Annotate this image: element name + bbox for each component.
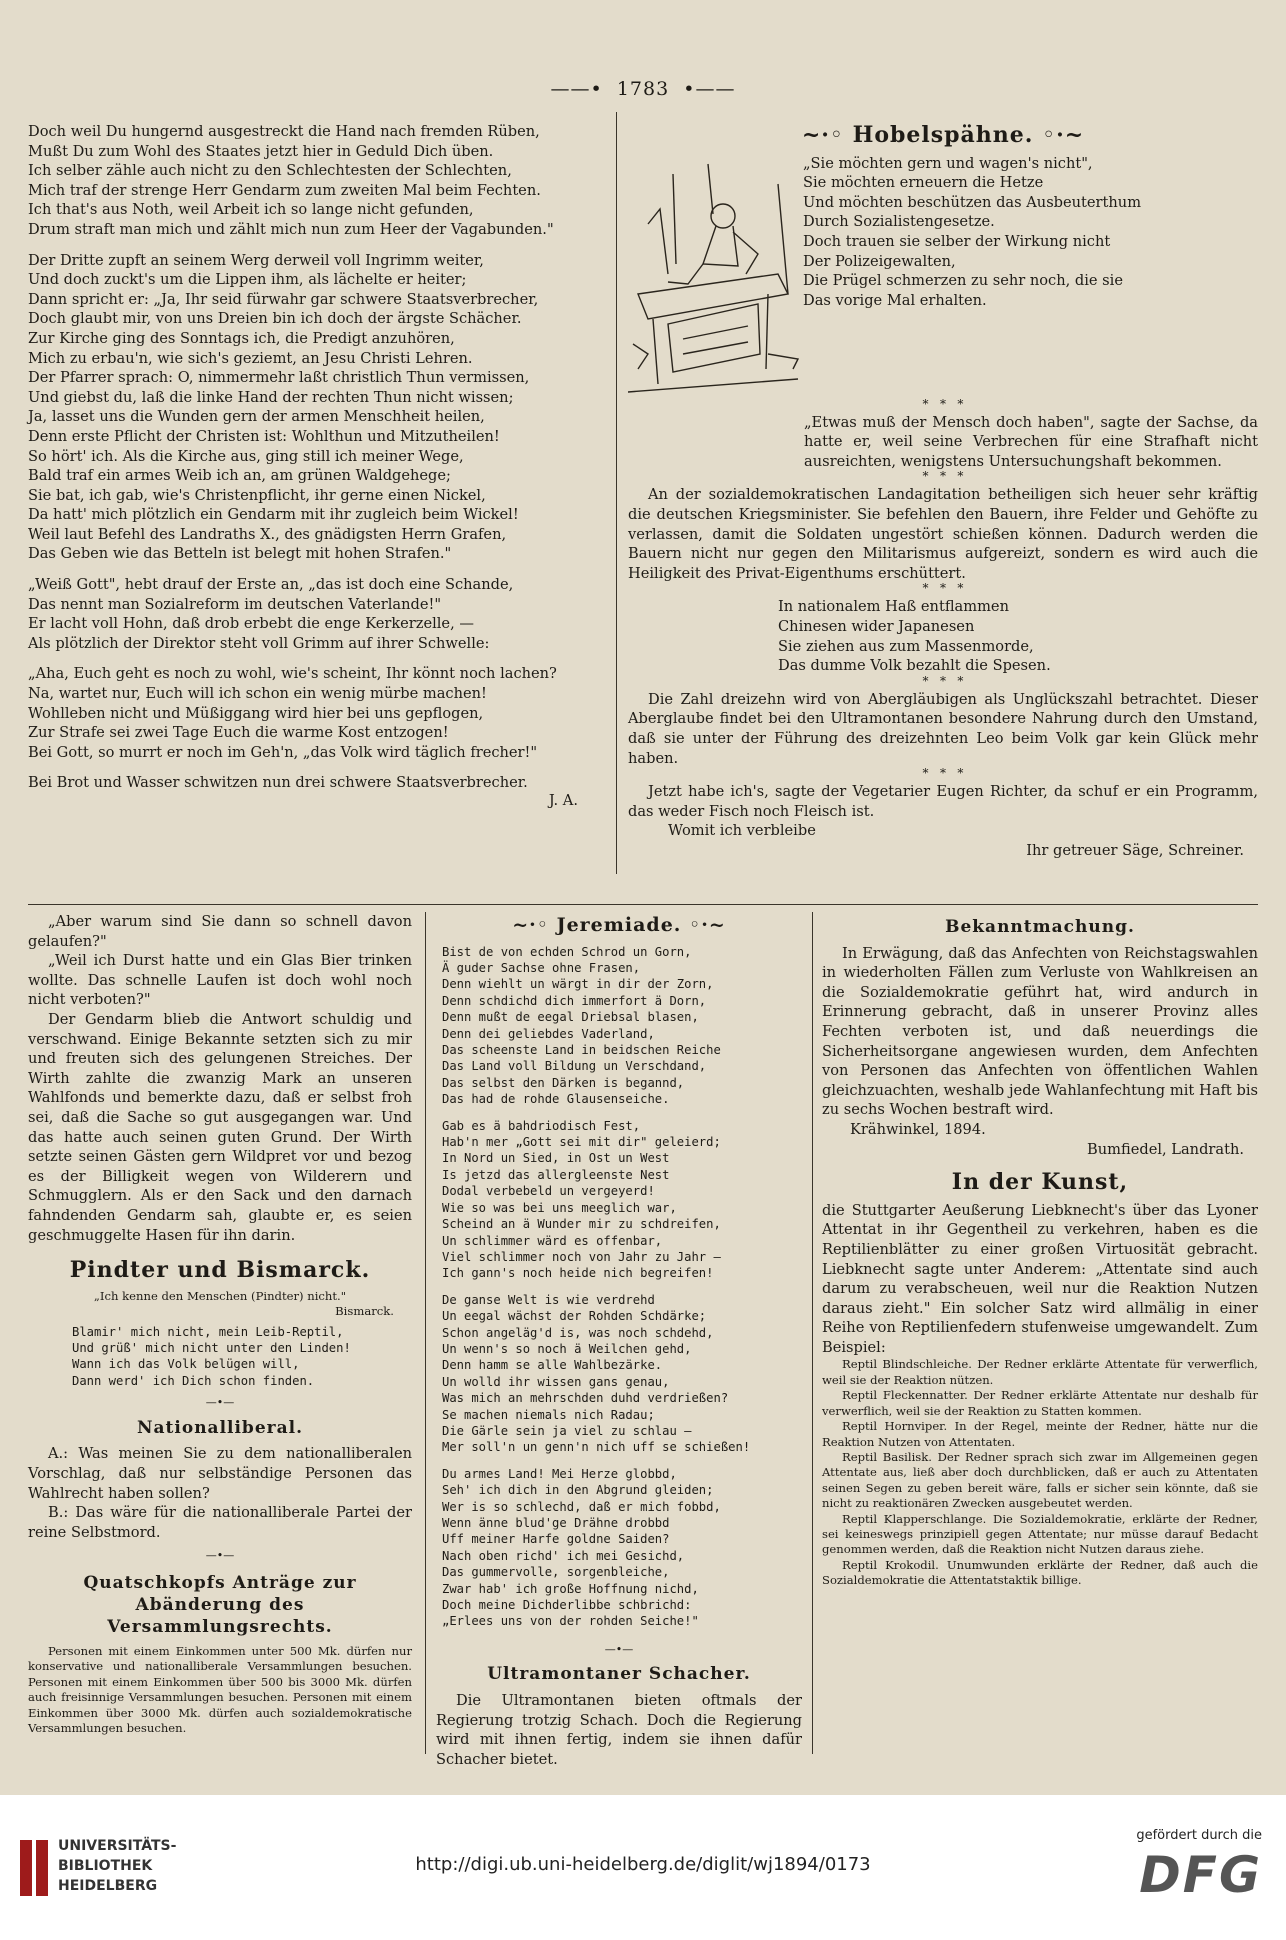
verse-line: Und grüß' mich nicht unter den Linden! xyxy=(72,1340,351,1355)
verse-line: Denn wiehlt un wärgt in dir der Zorn, xyxy=(442,977,714,992)
carpenter-illustration xyxy=(628,154,803,399)
verse-line: Un schlimmer wärd es offenbar, xyxy=(442,1233,663,1248)
verse-line: Nach oben richd' ich mei Gesichd, xyxy=(442,1548,685,1563)
verse-line: „Aha, Euch geht es noch zu wohl, wie's scheint, Ihr könnt noch lachen? xyxy=(28,665,557,683)
jeremiade-stanza xyxy=(442,944,802,1108)
verse-line: Dann werd' ich Dich schon finden. xyxy=(72,1373,315,1388)
verse-line: Wer is so schlechd, daß er mich fobbd, xyxy=(442,1499,721,1514)
poem-prisoners xyxy=(28,122,598,811)
verse-line: Ich selber zähle auch nicht zu den Schlechtesten der Schlechten, xyxy=(28,162,512,180)
verse-line: Gab es ä bahdriodisch Fest, xyxy=(442,1118,641,1133)
verse-line: Dann spricht er: „Ja, Ihr seid fürwahr gar schwere Staatsverbrecher, xyxy=(28,290,539,308)
asterism: * * * xyxy=(922,766,964,781)
hobel-signature: Ihr getreuer Säge, Schreiner. xyxy=(1026,841,1244,859)
reptile-entry: Reptil Klapperschlange. Die Sozialdemokratie, erklärte der Redner, sei keineswegs prinzipiell gegen Attentate; nur müsse darauf Bedacht genommen werden, daß die Reaktion nicht Nutzen daraus ziehe. xyxy=(822,1511,1258,1557)
pindter-author: Bismarck. xyxy=(335,1304,394,1319)
verse-line: Das had de rohde Glausenseiche. xyxy=(442,1092,670,1107)
poem-body xyxy=(28,122,598,793)
hobelspaehne-title: ~·◦ Hobelspähne. ◦·~ xyxy=(801,122,1085,148)
verse-line: Denn mußt de eegal Driebsal blasen, xyxy=(442,1010,699,1025)
verse-line: Viel schlimmer noch von Jahr zu Jahr — xyxy=(442,1249,721,1264)
verse-line: Scheind an ä Wunder mir zu schdreifen, xyxy=(442,1217,721,1232)
verse-line: Mer soll'n un genn'n nich uff se schießen! xyxy=(442,1440,751,1455)
verse-line: Das scheenste Land in beidschen Reiche xyxy=(442,1043,721,1058)
verse-line: Und doch zuckt's um die Lippen ihm, als lächelte er heiter; xyxy=(28,271,467,289)
column-right xyxy=(822,912,1258,1589)
verse-line: „Weiß Gott", hebt drauf der Erste an, „das ist doch eine Schande, xyxy=(28,576,514,594)
kunst-text: die Stuttgarter Aeußerung Liebknecht's über das Lyoner Attentat in ihr Gegentheil zu verkehren, haben es die Reptilienblätter zu einer großen Virtuosität gebracht. Liebknecht sagte unter Anderem: „Attentate sind auch darum zu verabscheuen, weil nur die Reaktion Nutzen daraus zieht." Ein solcher Satz wird allmälig in einer Reihe von Reptilienfedern stufenweise umgewandelt. Zum Beispiel: xyxy=(822,1201,1258,1356)
verse-line: Ja, lasset uns die Wunden gern der armen Menschheit heilen, xyxy=(28,408,485,426)
hobel-para2: An der sozialdemokratischen Landagitation betheiligen sich heuer sehr kräftig die deutschen Kriegsminister. Sie befehlen den Bauern, ihre Felder und Gehöfte zu verlassen, damit die Soldaten ungestört schießen können. Dadurch werden die Bauern nicht nur gegen den Militarismus aufgereizt, sondern es wird auch die Heiligkeit des Privat-Eigenthums erschüttert. xyxy=(628,486,1258,582)
verse-line: Un wolld ihr wissen gans genau, xyxy=(442,1374,670,1389)
verse-line: Wie so was bei uns meeglich war, xyxy=(442,1200,677,1215)
hobelspaehne-section xyxy=(628,122,1258,860)
asterism: * * * xyxy=(922,469,964,484)
verse-line: Wohlleben nicht und Müßiggang wird hier bei uns gepflogen, xyxy=(28,704,484,722)
verse-line: Zur Kirche ging des Sonntags ich, die Predigt anzuhören, xyxy=(28,329,455,347)
verse-line: Seh' ich dich in den Abgrund gleiden; xyxy=(442,1483,714,1498)
verse-line: Die Gärle sein ja viel zu schlau — xyxy=(442,1423,692,1438)
verse-line: Zwar hab' ich große Hoffnung nichd, xyxy=(442,1581,699,1596)
verse-line: Der Pfarrer sprach: O, nimmermehr laßt christlich Thun vermissen, xyxy=(28,369,530,387)
verse-line: Hab'n mer „Gott sei mit dir" geleierd; xyxy=(442,1135,721,1150)
logo-line: HEIDELBERG xyxy=(58,1878,158,1894)
jeremiade-stanza xyxy=(442,1118,802,1282)
logo-line: UNIVERSITÄTS- xyxy=(58,1838,177,1854)
natlib-title: Nationalliberal. xyxy=(136,1417,303,1438)
verse-line: Bist de von echden Schrod un Gorn, xyxy=(442,944,692,959)
verse-line: Die Prügel schmerzen zu sehr noch, die sie xyxy=(803,272,1123,290)
reptile-list xyxy=(822,1357,1258,1588)
verse-line: Wenn änne blud'ge Drähne drobbd xyxy=(442,1516,670,1530)
asterism: * * * xyxy=(922,673,964,688)
verse-line: Na, wartet nur, Euch will ich schon ein wenig mürbe machen! xyxy=(28,685,487,703)
column-left xyxy=(28,912,412,1736)
quatsch-title: Quatschkopfs Anträge zur Abänderung des Versammlungsrechts. xyxy=(83,1572,357,1637)
paragraph: „Aber warum sind Sie dann so schnell davon gelaufen?" xyxy=(28,913,412,950)
jeremiade-title: ~·◦ Jeremiade. ◦·~ xyxy=(512,914,726,936)
funded-by-text: gefördert durch die xyxy=(1136,1828,1262,1843)
verse-line: De ganse Welt is wie verdrehd xyxy=(442,1292,655,1307)
jeremiade-stanza xyxy=(442,1292,802,1456)
natlib-a: A.: Was meinen Sie zu dem nationalliberalen Vorschlag, daß nur selbständige Personen das Wahlrecht haben sollen? xyxy=(28,1445,412,1502)
kunst-title: In der Kunst, xyxy=(951,1169,1129,1196)
jeremiade-verses xyxy=(436,944,802,1630)
verse-line: Das nennt man Sozialreform im deutschen Vaterlande!" xyxy=(28,595,442,613)
verse-line: Durch Sozialistengesetze. xyxy=(803,213,995,231)
column-rule xyxy=(812,912,813,1754)
jeremiade-stanza xyxy=(442,1466,802,1630)
verse-line: Doch glaubt mir, von uns Dreien bin ich doch der ärgste Schächer. xyxy=(28,310,522,328)
verse-line: Und giebst du, laß die linke Hand der rechten Thun nicht wissen; xyxy=(28,388,514,406)
verse-line: Uff meiner Harfe goldne Saiden? xyxy=(442,1532,670,1547)
verse-line: Un eegal wächst der Rohden Schdärke; xyxy=(442,1309,707,1324)
verse-line: Mich traf der strenge Herr Gendarm zum zweiten Mal beim Fechten. xyxy=(28,181,541,199)
verse-line: Bald traf ein armes Weib ich an, am grünen Waldgehege; xyxy=(28,467,451,485)
separator: —•— xyxy=(205,1549,235,1563)
ornament-right: ◦·~ xyxy=(689,914,726,936)
ultra-title: Ultramontaner Schacher. xyxy=(487,1664,751,1685)
verse-line: Das Geben wie das Betteln ist belegt mit hohen Strafen." xyxy=(28,545,452,563)
verse-line: Mich zu erbau'n, wie sich's geziemt, an Jesu Christi Lehren. xyxy=(28,349,473,367)
verse-line: Als plötzlich der Direktor steht voll Grimm auf ihrer Schwelle: xyxy=(28,634,490,652)
verse-line: Er lacht voll Hohn, daß drob erbebt die enge Kerkerzelle, — xyxy=(28,615,474,633)
verse-line: Denn hamm se alle Wahlbezärke. xyxy=(442,1358,663,1373)
verse-line: Du armes Land! Mei Herze globbd, xyxy=(442,1466,677,1481)
column-rule xyxy=(616,112,617,874)
reptile-entry: Reptil Krokodil. Unumwunden erklärte der Redner, daß auch die Sozialdemokratie die Attentatstaktik billige. xyxy=(822,1557,1258,1588)
pindter-title: Pindter und Bismarck. xyxy=(69,1257,371,1284)
pindter-motto: „Ich kenne den Menschen (Pindter) nicht." xyxy=(93,1288,347,1303)
verse-line: So hört' ich. Als die Kirche aus, ging still ich meiner Wege, xyxy=(28,447,464,465)
verse-line: Das selbst den Därken is begannd, xyxy=(442,1075,685,1090)
horizontal-rule xyxy=(28,904,1258,905)
separator: —•— xyxy=(604,1642,634,1656)
verse-line: Wann ich das Volk belügen will, xyxy=(72,1357,300,1372)
asterism: * * * xyxy=(922,581,964,596)
verse-line: In nationalem Haß entflammen xyxy=(778,598,1009,616)
verse-line: Weil laut Befehl des Landraths X., des gnädigsten Herrn Grafen, xyxy=(28,525,507,543)
verse-line: Bei Brot und Wasser schwitzen nun drei schwere Staatsverbrecher. xyxy=(28,774,528,792)
verse-line: Drum straft man mich und zählt mich nun zum Heer der Vagabunden." xyxy=(28,220,554,238)
reptile-entry: Reptil Blindschleiche. Der Redner erklärte Attentate für verwerflich, weil sie der Reaktion nützen. xyxy=(822,1357,1258,1387)
verse-line: Und möchten beschützen das Ausbeuterthum xyxy=(803,193,1142,211)
bek-text: In Erwägung, daß das Anfechten von Reichstagswahlen in wiederholten Fällen zum Verluste von Wahlkreisen an die Sozialdemokratie geführt hat, wird andurch in Erinnerung gebracht, daß in unserer Provinz alles Fechten verboten ist, und daß neuerdings die Sicherheitsorgane angewiesen wurden, dem Anfechten von Personen das Anfechten von öffentlichen Wahlen gleichzuachten, weshalb jede Wahlanfechtung mit Haft bis zu sechs Wochen bestraft wird. xyxy=(822,944,1258,1119)
verse-line: In Nord un Sied, in Ost un West xyxy=(442,1151,670,1166)
reptile-entry: Reptil Basilisk. Der Redner sprach sich zwar im Allgemeinen gegen Attentate aus, ließ aber doch durchblicken, daß er auch zu Attentaten seinen Segen zu geben bereit wäre, falls er sicher sein könnte, daß sie nicht zu reaktionären Zwecken ausgebeutet werden. xyxy=(822,1449,1258,1511)
verse-line: Se machen niemals nich Radau; xyxy=(442,1407,655,1422)
verse-line: Schon angeläg'd is, was noch schdehd, xyxy=(442,1325,714,1340)
verse-line: Is jetzd das allergleenste Nest xyxy=(442,1167,670,1182)
hobel-closing: Womit ich verbleibe xyxy=(668,822,816,840)
bek-signature: Bumfiedel, Landrath. xyxy=(1087,1140,1244,1158)
verse-line: Das gummervolle, sorgenbleiche, xyxy=(442,1565,670,1580)
ultra-text: Die Ultramontanen bieten oftmals der Regierung trotzig Schach. Doch die Regierung wird mit ihnen fertig, indem sie ihnen dafür Schacher bietet. xyxy=(436,1692,802,1768)
quatsch-text: Personen mit einem Einkommen unter 500 Mk. dürfen nur konservative und nationalliberale Versammlungen besuchen. Personen mit einem Einkommen über 500 bis 3000 Mk. dürfen auch freisinnige Versammlungen besuchen. Personen mit einem Einkommen über 3000 Mk. dürfen auch sozialdemokratische Versammlungen besuchen. xyxy=(28,1643,412,1735)
verse-line: Der Dritte zupft an seinem Werg derweil voll Ingrimm weiter, xyxy=(28,251,484,269)
verse-line: Un wenn's so noch ä Weilchen gehd, xyxy=(442,1341,692,1356)
reptile-entry: Reptil Fleckennatter. Der Redner erklärte Attentate nur deshalb für verwerflich, weil sie der Reaktion zu Statten kommen. xyxy=(822,1388,1258,1418)
verse-line: Was mich an mehrschden duhd verdrießen? xyxy=(442,1391,729,1406)
verse-line: Doch weil Du hungernd ausgestreckt die Hand nach fremden Rüben, xyxy=(28,123,540,140)
logo-line: BIBLIOTHEK xyxy=(58,1858,153,1874)
bek-place: Krähwinkel, 1894. xyxy=(850,1120,986,1138)
ornament-left: ~·◦ xyxy=(801,122,844,148)
verse-line: Doch meine Dichderlibbe schbrichd: xyxy=(442,1598,692,1613)
verse-line: „Erlees uns von der rohden Seiche!" xyxy=(442,1614,699,1629)
verse-line: Ich gann's noch heide nich begreifen! xyxy=(442,1266,714,1281)
verse-line: Mußt Du zum Wohl des Staates jetzt hier in Geduld Dich üben. xyxy=(28,142,494,160)
verse-line: Ä guder Sachse ohne Frasen, xyxy=(442,961,641,975)
dfg-logo: DFG xyxy=(1139,1846,1262,1904)
hobel-verse2 xyxy=(628,597,1258,675)
asterism: * * * xyxy=(922,396,964,411)
reptile-entry: Reptil Hornviper. In der Regel, meinte der Redner, hätte nur die Reaktion Nutzen von Attentaten. xyxy=(822,1419,1258,1449)
verse-line: Das dumme Volk bezahlt die Spesen. xyxy=(778,657,1051,675)
bek-title: Bekanntmachung. xyxy=(945,917,1135,937)
verse-line: Chinesen wider Japanesen xyxy=(778,617,975,635)
verse-line: Denn schdichd dich immerfort ä Dorn, xyxy=(442,993,707,1008)
verse-line: Denn dei geliebdes Vaderland, xyxy=(442,1026,655,1041)
verse-line: Denn erste Pflicht der Christen ist: Wohlthun und Mitzutheilen! xyxy=(28,427,500,445)
ornament-left: ~·◦ xyxy=(512,914,549,936)
poem-signature: J. A. xyxy=(548,792,578,809)
natlib-b: B.: Das wäre für die nationalliberale Partei der reine Selbstmord. xyxy=(28,1504,412,1541)
verse-line: Sie möchten erneuern die Hetze xyxy=(803,174,1044,192)
verse-line: Blamir' mich nicht, mein Leib-Reptil, xyxy=(72,1324,344,1339)
paragraph: Der Gendarm blieb die Antwort schuldig und verschwand. Einige Bekannte setzten sich zu mir und freuten sich des gelungenen Streiches. Der Wirth zahlte die zwanzig Mark an unseren Wahlfonds und bemerkte dazu, daß er selbst froh sei, daß die Sache so gut ausgegangen war. Und das hatte auch seinen guten Grund. Der Wirth setzte seinen Gästen gern Wildpret vor und bezog es der Billigkeit wegen von Wilderern und Schmugglern. Als er den Sack und den darnach fahndenden Gendarm sah, glaubte er, es seien geschmuggelte Hasen für ihn darin. xyxy=(28,1010,412,1244)
ornament-right: ◦·~ xyxy=(1042,122,1085,148)
page-number: ——• 1783 •—— xyxy=(550,78,736,100)
hobel-para1: „Etwas muß der Mensch doch haben", sagte der Sachse, da hatte er, weil seine Verbrechen für eine Strafhaft nicht ausreichten, wenigstens Untersuchungshaft bekommen. xyxy=(804,413,1258,470)
verse-line: Das vorige Mal erhalten. xyxy=(803,291,987,309)
verse-line: Zur Strafe sei zwei Tage Euch die warme Kost entzogen! xyxy=(28,724,449,742)
source-url[interactable]: http://digi.ub.uni-heidelberg.de/diglit/wj1894/0173 xyxy=(415,1854,871,1875)
verse-line: „Sie möchten gern und wagen's nicht", xyxy=(803,154,1093,172)
verse-line: Der Polizeigewalten, xyxy=(803,252,956,270)
hobel-para4: Jetzt habe ich's, sagte der Vegetarier Eugen Richter, da schuf er ein Programm, das weder Fisch noch Fleisch ist. xyxy=(628,783,1258,820)
pindter-verse xyxy=(28,1324,412,1390)
verse-line: Da hatt' mich plötzlich ein Gendarm mit ihr zugleich beim Wickel! xyxy=(28,506,519,524)
verse-line: Doch trauen sie selber der Wirkung nicht xyxy=(803,232,1111,250)
verse-line: Sie ziehen aus zum Massenmorde, xyxy=(778,637,1034,655)
verse-line: Dodal verbebeld un vergeyerd! xyxy=(442,1184,655,1199)
column-rule xyxy=(425,912,426,1754)
hobel-para3: Die Zahl dreizehn wird von Abergläubigen als Unglückszahl betrachtet. Dieser Aberglaube findet bei den Ultramontanen besondere Nahrung durch den Umstand, daß sie unter der Führung des dreizehnten Leo beim Volk gar kein Glück mehr haben. xyxy=(628,690,1258,767)
verse-line: Sie bat, ich gab, wie's Christenpflicht, ihr gerne einen Nickel, xyxy=(28,486,486,504)
paragraph: „Weil ich Durst hatte und ein Glas Bier trinken wollte. Das schnelle Laufen ist doch wohl noch nicht verboten?" xyxy=(28,952,412,1009)
hobel-verse1 xyxy=(803,154,1258,399)
column-middle xyxy=(436,912,802,1769)
separator: —•— xyxy=(205,1396,235,1410)
verse-line: Bei Gott, so murrt er noch im Geh'n, „das Volk wird täglich frecher!" xyxy=(28,743,538,761)
verse-line: Das Land voll Bildung un Verschdand, xyxy=(442,1059,707,1074)
verse-line: Ich that's aus Noth, weil Arbeit ich so lange nicht gefunden, xyxy=(28,201,474,219)
